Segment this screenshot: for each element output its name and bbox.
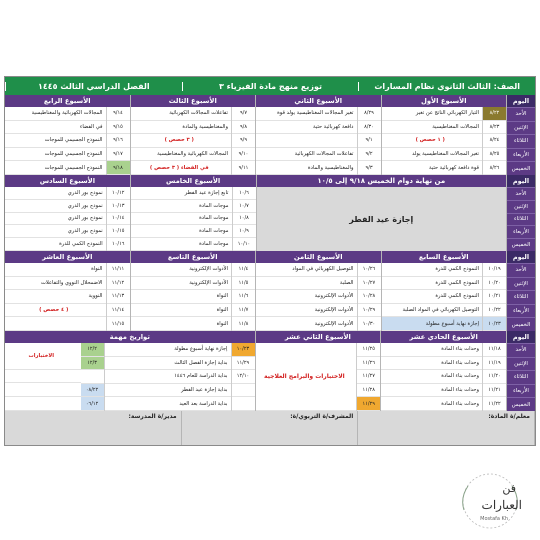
week-title: الأسبوع العاشر [5,251,130,263]
day-name: الأربعاء [507,304,535,318]
date-cell: ٩/١٨ [107,161,130,175]
date-cell [81,370,104,384]
date-cell: ١١/١٩ [483,357,506,371]
day-name: الخميس [507,317,535,331]
title-row [5,77,535,95]
topic-cell: التوصيل الكهربائي في المواد الصلبة [382,304,483,318]
date-cell: ١٠/١٣ [107,200,130,213]
date-cell: ٩/١٤ [107,107,130,121]
date-cell: ١١/٢٥ [357,343,380,357]
week-title: الأسبوع الرابع [5,95,130,107]
date-cell: ٩/٢ [358,148,381,162]
teacher-signature: معلم/ة المادة: [358,411,535,445]
topic-cell: المجالات الكهربائية والمغناطيسية [5,107,106,121]
day-column [507,331,535,411]
week-8 [256,251,382,331]
date-cell: ١١/٢٩ [232,357,255,371]
topic-cell [5,317,106,331]
blank-cell [5,370,81,384]
topic-cell: تفاعلات المجالات الكهربائية [256,148,357,162]
holiday-label: إجازة عيد الفطر [257,187,507,251]
date-cell: ١٠/١٢ [107,187,130,200]
date-cell: ١٠/٢٦ [358,263,381,277]
week-title: الأسبوع التاسع [131,251,256,263]
exams-remedial-label: الاختبارات والبرامج العلاجية [256,343,357,411]
day-name: الأربعاء [507,225,535,238]
topic-cell: موجات المادة [131,238,232,251]
topic-cell: النموذج الجسيمي للموجات [5,148,106,162]
day-name: الثلاثاء [507,370,535,384]
date-cell: ١٠/١٥ [107,225,130,238]
date-cell: ١٠/٢٨ [358,290,381,304]
week-6 [5,175,131,251]
week-4 [5,95,131,175]
topic-cell: نموذج بور الذري [5,187,106,200]
week-5 [131,175,257,251]
date-cell: ١٠/٩ [233,225,256,238]
topic-cell: الأدوات الإلكترونية [131,277,232,291]
date-cell: ١١/١٢ [107,277,130,291]
topic-cell: النموذج الجسيمي للموجات [5,161,106,175]
date-cell: ١١/٥ [232,277,255,291]
day-header: اليوم [507,95,535,107]
important-date-text: إجازة نهاية أسبوع مطولة [105,343,231,357]
day-column [507,175,535,251]
week-title: الأسبوع السادس [5,175,130,187]
date-cell: ١١/١١ [107,263,130,277]
logo-line-1: فن [502,482,516,495]
date-cell: ٩/٧ [232,107,255,121]
date-cell: ١١/٢٧ [357,370,380,384]
topic-cell: نموذج بور الذري [5,225,106,238]
date-cell: ٨/٢٥ [483,148,506,162]
date-cell: ١١/١٥ [107,317,130,331]
date-cell: ١٠/١٩ [483,263,506,277]
block-weeks-5-6 [5,175,535,251]
topic-cell: تغير المجالات المغناطيسية يولد [382,148,483,162]
topic-cell: المجالات الكهربائية والمغناطيسية [131,148,232,162]
date-cell: ١٢/١٠ [232,370,255,384]
term-label: الفصل الدراسي الثالث ١٤٤٥ [5,82,182,91]
week-9 [131,251,257,331]
holiday-band: من نهاية دوام الخميس ٩/١٨ إلى ١٠/٥ [257,175,507,187]
date-cell: ١٠/٢٩ [358,304,381,318]
date-cell: ١٠/٦ [233,187,256,200]
plan-title: توزيع منهج مادة الفيزياء ٣ [182,82,359,91]
date-cell: ١٠/٢٢ [483,304,506,318]
important-dates [5,331,256,411]
day-header: اليوم [507,251,535,263]
date-cell: ٩/١٦ [107,134,130,148]
topic-cell: وحدات بناء المادة [381,343,482,357]
topic-cell: تابع إجازة عيد الفطر [131,187,232,200]
date-cell: ١٠/٢١ [483,290,506,304]
week-11 [381,331,507,411]
topic-cell: المجالات المغناطيسية [382,121,483,135]
week-10 [5,251,131,331]
date-cell: ١١/٢٢ [483,397,506,411]
week-title: الأسبوع الثاني [256,95,381,107]
date-cell: ١٠/٢٧ [358,277,381,291]
week-1 [382,95,508,175]
date-cell: ٩/١٥ [107,121,130,135]
important-dates-title: تواريخ مهمة [5,331,255,343]
day-column [507,251,535,331]
topic-cell: النواة [5,263,106,277]
topic-cell: ( ١ حصص ) [382,134,483,148]
date-cell: ١٠/٧ [233,200,256,213]
topic-cell: موجات المادة [131,225,232,238]
topic-cell: النموذج الكمي للذرة [382,263,483,277]
date-cell: ١٠/١٤ [107,213,130,226]
topic-cell: والمغناطيسية والمادة [256,161,357,175]
topic-cell: وحدات بناء المادة [381,357,482,371]
block-weeks-1-4 [5,95,535,175]
date-cell: ١١/٢٦ [357,357,380,371]
topic-cell: النموذج الكمي للذرة [382,277,483,291]
date-cell: ١١/٢١ [483,384,506,398]
blank-cell [5,383,81,397]
signature-row [5,411,535,445]
date-cell: ١٠/٢٠ [483,277,506,291]
important-date-text: بداية إجازة الفصل الثالث [105,357,231,371]
topic-cell: تغير المجالات المغناطيسية يولد قوة [256,107,357,121]
week-7 [382,251,508,331]
important-date-text: بداية إجازة عيد الفطر [105,384,231,398]
class-label: الصف: الثالث الثانوي نظام المسارات [358,82,535,91]
day-header: اليوم [507,175,535,187]
day-name: الأربعاء [507,384,535,398]
block-weeks-11-12 [5,331,535,411]
logo-line-3: Mostafa Kh [480,516,508,522]
date-cell: ١٠/٣٠ [358,317,381,331]
day-name: الإثنين [507,200,535,213]
date-cell: ١١/٤ [232,263,255,277]
date-cell [232,384,255,398]
date-cell: ١٠/١٦ [107,238,130,251]
day-name: الأحد [507,187,535,200]
topic-cell: في الفضاء ( ٣ حصص ) [131,161,232,175]
day-name: الخميس [507,161,535,175]
date-cell: ١٠/٨ [233,213,256,226]
day-name: الأحد [507,107,535,121]
date-cell: ١٠/١٠ [233,238,256,251]
day-name: الإثنين [507,357,535,371]
topic-cell: الصلبة [256,277,357,291]
date-cell: ٩/١ [358,134,381,148]
date-cell: ١٢/٣ [81,357,104,371]
topic-cell: الأدوات الإلكترونية [256,290,357,304]
topic-cell: الأدوات الإلكترونية [131,263,232,277]
topic-cell: ( ٣ حصص ) [131,134,232,148]
topic-cell: النواة [131,304,232,318]
topic-cell: وحدات بناء المادة [381,384,482,398]
date-cell: ١١/٢٩ [357,397,380,411]
date-cell: ٩/١٧ [107,148,130,162]
day-name: الثلاثاء [507,213,535,226]
week-title: الأسبوع الحادي عشر [381,331,506,343]
week-12 [256,331,382,411]
week-title: الأسبوع الثالث [131,95,256,107]
topic-cell: إجازة نهاية أسبوع مطولة [382,317,483,331]
topic-cell [256,134,357,148]
brand-logo [450,470,530,532]
topic-cell: نموذج بور الذري [5,200,106,213]
topic-cell: النموذج الكمي للذرة [382,290,483,304]
topic-cell: وحدات بناء المادة [381,370,482,384]
date-cell: ٩/١١ [232,161,255,175]
date-cell [232,397,255,411]
day-name: الإثنين [507,121,535,135]
date-cell: ١١/٨ [232,317,255,331]
week-title: الأسبوع الثامن [256,251,381,263]
date-cell: ١١/٧ [232,304,255,318]
date-cell: ٨/٢٣ [483,121,506,135]
topic-cell: نموذج بور الذري [5,213,106,226]
topic-cell: الاضمحلال النووي والتفاعلات [5,277,106,291]
principal-signature: مدير/ة المدرسة: [5,411,182,445]
topic-cell: تفاعلات المجالات الكهربائية [131,107,232,121]
date-cell: ٩/٨ [232,121,255,135]
week-title: الأسبوع السابع [382,251,507,263]
week-title: الأسبوع الأول [382,95,507,107]
week-title: الأسبوع الثاني عشر [256,331,381,343]
day-name: الإثنين [507,277,535,291]
day-name: الثلاثاء [507,134,535,148]
date-cell: ٨/٢٢ [483,107,506,121]
date-cell: ١١/٢٨ [357,384,380,398]
date-cell: ٨/٣٠ [358,121,381,135]
topic-cell: ( ٤ حصص ) [5,304,106,318]
topic-cell: النموذج الجسيمي للموجات [5,134,106,148]
block-weeks-7-10 [5,251,535,331]
topic-cell: النواة [131,290,232,304]
date-cell: ١١/٢٠ [483,370,506,384]
topic-cell: وحدات بناء المادة [381,397,482,411]
topic-cell: النووية [5,290,106,304]
date-cell: ٩/١٠ [232,148,255,162]
topic-cell: التوصيل الكهربائي في المواد [256,263,357,277]
date-cell: ٠٨/٢٢ [81,384,104,398]
topic-cell: النواة [131,317,232,331]
date-cell: ٨/٢٩ [358,107,381,121]
date-cell: ١١/١٤ [107,304,130,318]
topic-cell: دافعة كهربائية حثية [256,121,357,135]
day-column [507,95,535,175]
date-cell: ٠٦/١٢ [81,397,104,411]
topic-cell: والمغناطيسية والمادة [131,121,232,135]
date-cell: ١٠/٢٣ [483,317,506,331]
topic-cell: التيار الكهربائي الناتج عن تغير [382,107,483,121]
date-cell: ١٢/٢ [81,343,104,357]
topic-cell: الأدوات الإلكترونية [256,317,357,331]
important-date-text: بداية الدراسة بعد العيد [105,397,231,411]
holiday-block [257,175,508,251]
date-cell: ٩/٩ [232,134,255,148]
date-cell: ٩/٣ [358,161,381,175]
topic-cell: في الفضاء [5,121,106,135]
day-name: الأربعاء [507,148,535,162]
week-title: الأسبوع الخامس [131,175,256,187]
week-2 [256,95,382,175]
day-name: الخميس [507,238,535,251]
logo-line-2: العبارات [481,498,522,512]
topic-cell: النموذج الكمي للذرة [5,238,106,251]
date-cell: ١١/٦ [232,290,255,304]
topic-cell: موجات المادة [131,213,232,226]
date-cell: ٨/٢٦ [483,161,506,175]
date-cell: ١١/١٣ [107,290,130,304]
day-header: اليوم [507,331,535,343]
supervisor-signature: المشرف/ة التربوي/ة: [182,411,359,445]
day-name: الأحد [507,343,535,357]
date-cell: ١١/١٨ [483,343,506,357]
topic-cell: موجات المادة [131,200,232,213]
day-name: الأحد [507,263,535,277]
topic-cell: قوة دافعة كهربائية حثية [382,161,483,175]
blank-cell [5,397,81,411]
plan-sheet [4,76,536,446]
topic-cell: الأدوات الإلكترونية [256,304,357,318]
date-cell: ٨/٢٤ [483,134,506,148]
day-name: الثلاثاء [507,290,535,304]
important-date-text: بداية الدراسة للعام ١٤٤٦ [105,370,231,384]
date-cell: ١٠/٢٣ [232,343,255,357]
exams-label: الاختبارات [5,343,81,370]
day-name: الخميس [507,397,535,411]
week-3 [131,95,257,175]
